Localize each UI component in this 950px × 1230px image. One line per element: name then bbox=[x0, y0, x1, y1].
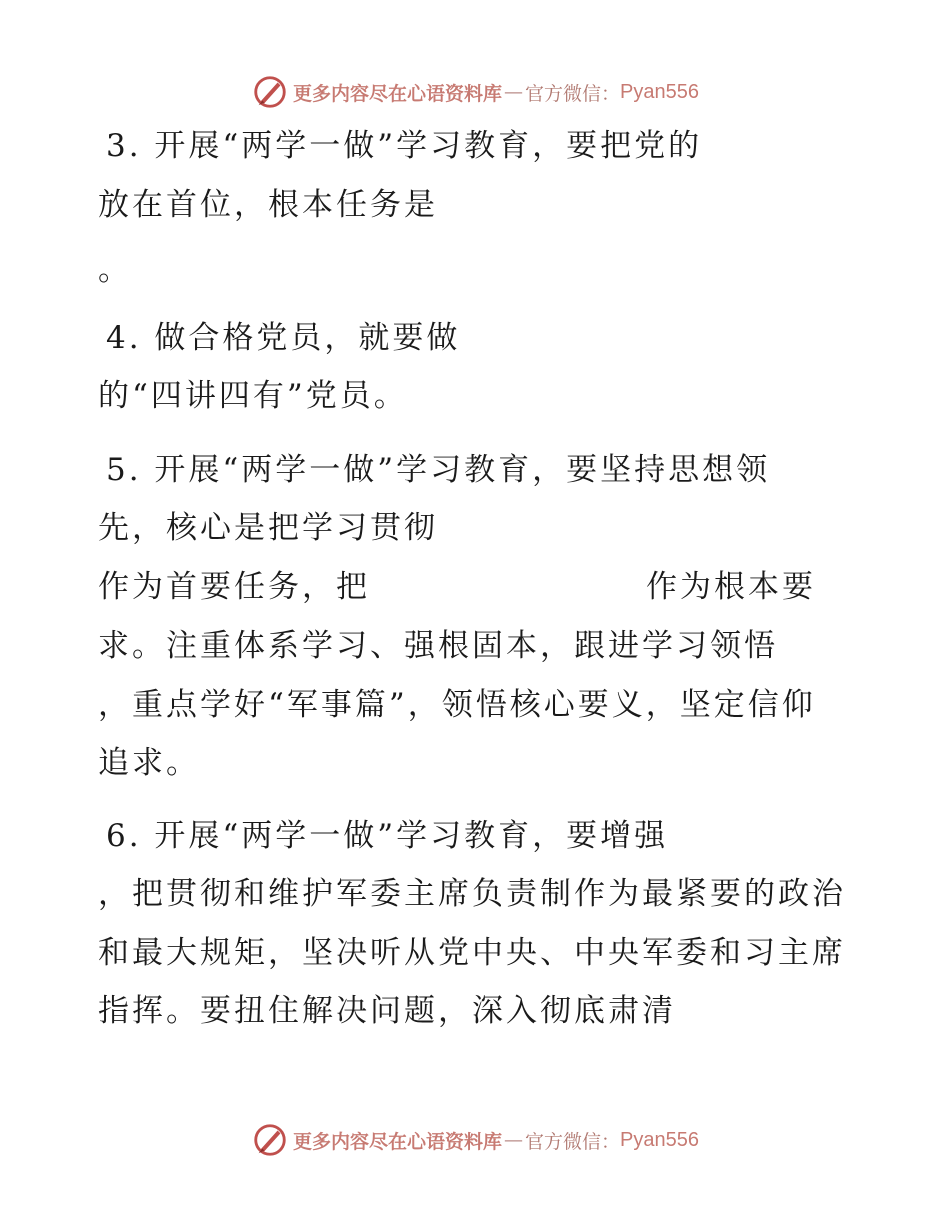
watermark-label: 官方微信： bbox=[525, 1130, 621, 1153]
watermark-footer bbox=[0, 1118, 950, 1162]
question-6-line-4: 指挥。要扭住解决问题，深入彻底肃清 bbox=[98, 993, 676, 1029]
watermark-label: 官方微信： bbox=[525, 82, 621, 105]
question-6-line-3: 和最大规矩，坚决听从党中央、中央军委和习主席 bbox=[98, 935, 846, 971]
question-5-line-1: 5. 开展“两学一做”学习教育，要坚持思想领 bbox=[106, 452, 771, 488]
question-5-line-5: ，重点学好“军事篇”，领悟核心要义，坚定信仰 bbox=[98, 687, 816, 723]
watermark-id: Pyan556 bbox=[620, 1128, 699, 1151]
pen-logo-icon bbox=[251, 73, 289, 111]
question-4-line-1: 4. 做合格党员，就要做 bbox=[106, 320, 461, 356]
question-6-line-2: ，把贯彻和维护军委主席负责制作为最紧要的政治 bbox=[98, 876, 846, 912]
question-5-line-3a: 作为首要任务，把 bbox=[98, 569, 370, 605]
pen-logo-icon bbox=[251, 1121, 289, 1159]
question-5-line-6: 追求。 bbox=[98, 745, 200, 781]
question-5-line-3b: 作为根本要 bbox=[646, 569, 816, 605]
question-5-line-4: 求。注重体系学习、强根固本，跟进学习领悟 bbox=[98, 628, 778, 664]
question-4-line-2: 的“四讲四有”党员。 bbox=[98, 378, 408, 414]
watermark-site: 更多内容尽在心语资料库 bbox=[293, 1130, 503, 1153]
question-3-line-1: 3. 开展“两学一做”学习教育，要把党的 bbox=[106, 128, 703, 164]
watermark-header bbox=[0, 70, 950, 114]
question-5-line-2: 先，核心是把学习贯彻 bbox=[98, 510, 438, 546]
watermark-id: Pyan556 bbox=[620, 80, 699, 103]
question-3-line-2: 放在首位，根本任务是 bbox=[98, 187, 438, 223]
watermark-site: 更多内容尽在心语资料库 bbox=[293, 82, 503, 105]
question-3-line-3: 。 bbox=[98, 252, 132, 288]
watermark-dash: — bbox=[504, 81, 524, 103]
watermark-dash: — bbox=[504, 1129, 524, 1151]
question-6-line-1: 6. 开展“两学一做”学习教育，要增强 bbox=[106, 818, 669, 854]
